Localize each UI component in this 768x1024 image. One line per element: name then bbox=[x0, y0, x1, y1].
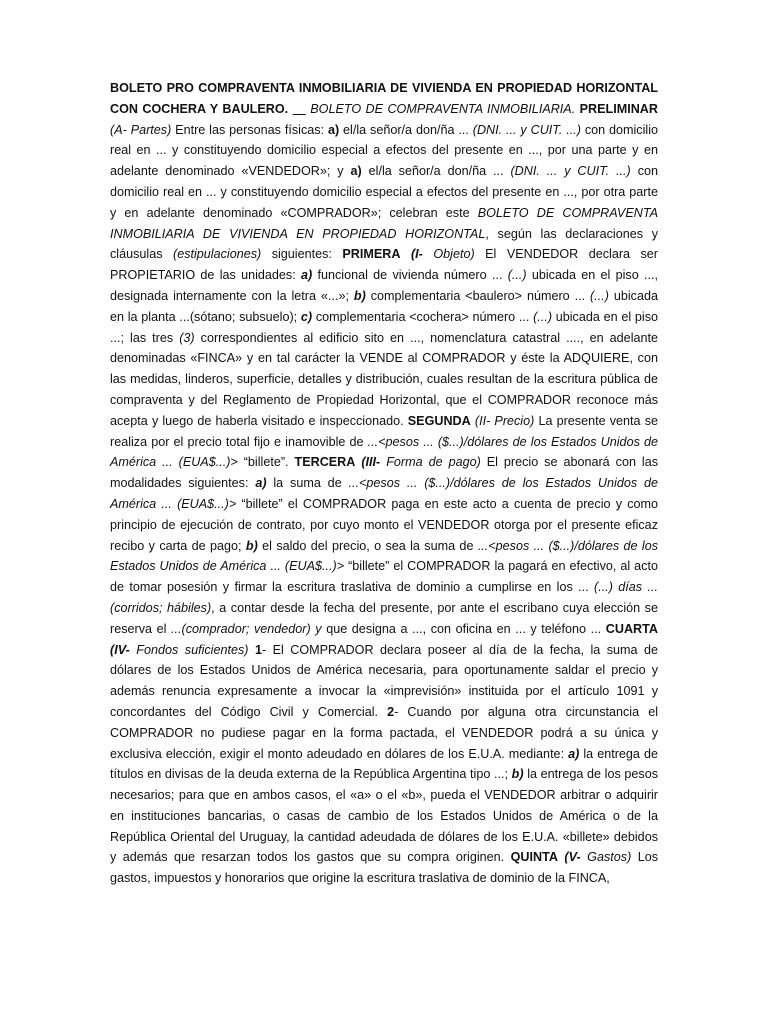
text-run: 2 bbox=[387, 704, 395, 719]
text-run bbox=[423, 247, 434, 261]
text-run: “billete” el COMPRADOR la pagará en efectivo, al acto de tomar posesión y firmar la escritura traslativa de dominio a cumplirse en los ... bbox=[110, 559, 658, 595]
text-run: , a contar desde la fecha del presente, por ante el escribano cuya elección se reserva el bbox=[110, 600, 658, 636]
text-run: TERCERA bbox=[294, 455, 356, 470]
text-run: ubicada en el piso ..., designada internamente con la letra «...»; bbox=[110, 268, 658, 303]
text-run: el saldo del precio, o sea la suma de bbox=[257, 538, 478, 553]
text-run: ...<pesos ... ($...)/dólares de los Estados Unidos de América ... (EUA$...)> bbox=[110, 538, 658, 574]
text-run bbox=[400, 247, 411, 261]
text-run: (3) bbox=[179, 330, 195, 345]
text-run: funcional de vivienda número ... bbox=[312, 268, 508, 283]
text-run: (...) bbox=[533, 309, 553, 324]
text-run: (IV- bbox=[110, 642, 130, 657]
contract-page bbox=[110, 78, 658, 889]
text-run: a) bbox=[327, 122, 340, 137]
text-run: ubicada en la planta ...(sótano; subsuelo); bbox=[110, 288, 658, 324]
text-run: con domicilio real en ... y constituyendo domicilio especial a efectos del presente en ..., por una parte y en adelante denominado «VENDEDOR»; y bbox=[110, 122, 659, 179]
text-run: (II- Precio) bbox=[474, 413, 535, 428]
text-run: (...) días ... (corridos; hábiles) bbox=[110, 580, 658, 615]
text-run: ubicada en el piso ...; las tres bbox=[110, 309, 658, 345]
text-run: - El COMPRADOR declara poseer al día de la fecha, la suma de dólares de los Estados Unidos de América necesaria, para oportunamente saldar el precio y además renuncia expresamente a invocar la «imprevisión» instituida por el artículo 1091 y concordantes del Código Civil y Comercial. bbox=[110, 642, 659, 719]
text-run: La presente venta se realiza por el precio total fijo e inamovible de bbox=[110, 413, 658, 449]
text-run: Entre las personas físicas: bbox=[171, 122, 328, 137]
text-run: “billete”. bbox=[237, 455, 295, 470]
text-run: la entrega de títulos en divisas de la deuda externa de la República Argentina tipo ...; bbox=[110, 746, 658, 782]
text-run: CUARTA bbox=[605, 621, 658, 636]
text-run: correspondientes al edificio sito en ..., nomenclatura catastral ...., en adelante denominadas «FINCA» y en tal carácter la VENDE al COMPRADOR y éste la ADQUIERE, con las medidas, linderos, superficie, detalles y distribución, cuales resultan de la escritura pública de compraventa y del Reglamento de Propiedad Horizontal, que el COMPRADOR reconoce más acepta y luego de haberla visitado e inspeccionado. bbox=[110, 330, 658, 428]
text-run: el/la señor/a don/ña ... bbox=[361, 164, 511, 179]
text-run: El VENDEDOR declara ser PROPIETARIO de las unidades: bbox=[110, 247, 658, 283]
text-run: - Cuando por alguna otra circunstancia el COMPRADOR no pudiese pagar en la forma pactada, el VENDEDOR podrá a su única y exclusiva elección, exigir el monto adeudado en dólares de los E.U.A. mediante: bbox=[110, 704, 658, 761]
text-run: SEGUNDA bbox=[407, 413, 471, 428]
text-run: QUINTA bbox=[510, 850, 558, 865]
text-run: ...<pesos ... ($...)/dólares de los Estados Unidos de América ... (EUA$...)> bbox=[110, 476, 658, 511]
text-run: BOLETO DE COMPRAVENTA INMOBILIARIA DE VIVIENDA EN PROPIEDAD HORIZONTAL bbox=[110, 205, 658, 241]
text-run: (...) bbox=[590, 288, 609, 303]
text-run: a) bbox=[300, 268, 313, 283]
text-run: PRIMERA bbox=[342, 247, 401, 262]
text-run: (...) bbox=[507, 268, 527, 283]
text-run: Objeto) bbox=[433, 247, 475, 262]
text-run bbox=[293, 102, 306, 116]
text-run: con domicilio real en ... y constituyendo domicilio especial a efectos del presente en ..., por otra parte y en adelante denominado «COMPRADOR»; celebran este bbox=[110, 164, 658, 220]
text-run: (I- bbox=[410, 247, 423, 262]
text-run: (DNI. ... y CUIT. ...) bbox=[510, 164, 631, 179]
text-run: , según las declaraciones y cláusulas bbox=[110, 226, 658, 262]
text-run: complementaria <baulero> número ... bbox=[365, 288, 591, 303]
text-run: (V- bbox=[564, 850, 581, 865]
document-title: BOLETO PRO COMPRAVENTA INMOBILIARIA DE VIVIENDA EN PROPIEDAD HORIZONTAL CON COCHERA Y BAULERO. bbox=[110, 81, 658, 116]
text-run: ...<pesos ... ($...)/dólares de los Estados Unidos de América ... (EUA$...)> bbox=[110, 434, 658, 470]
text-run: siguientes: bbox=[261, 247, 343, 262]
text-run: b) bbox=[511, 767, 524, 782]
text-run: a) bbox=[255, 476, 267, 491]
text-run: (III- bbox=[361, 455, 381, 470]
text-run: la entrega de los pesos necesarios; para que en ambos casos, el «a» o el «b», pueda el VENDEDOR arbitrar o adquirir en instituciones bancarias, o casas de cambio de los Estados Unidos de América o de la República Oriental del Uruguay, la cantidad adeudada de dólares de los E.U.A. «billete» debidos y además que resarzan todos los gastos que su compra originen. bbox=[110, 767, 658, 865]
text-run: b) bbox=[245, 538, 258, 553]
text-run: la suma de bbox=[266, 476, 349, 491]
text-run: Los gastos, impuestos y honorarios que origine la escritura traslativa de dominio de la FINCA, bbox=[110, 850, 659, 886]
text-run: el/la señor/a don/ña ... bbox=[339, 122, 473, 137]
text-run: Forma de pago) bbox=[386, 455, 481, 470]
text-run: El precio se abonará con las modalidades siguientes: bbox=[110, 455, 659, 491]
text-run: (A- Partes) bbox=[110, 122, 172, 137]
text-run: a) bbox=[350, 164, 362, 179]
text-run: (DNI. ... y CUIT. ...) bbox=[472, 122, 581, 137]
text-run: b) bbox=[353, 288, 366, 303]
text-run: que designa a ..., con oficina en ... y teléfono ... bbox=[321, 621, 606, 636]
text-run: complementaria <cochera> número ... bbox=[312, 309, 534, 324]
text-run: “billete” el COMPRADOR paga en este acto a cuenta de precio y como principio de ejecución de contrato, por cuyo monto el VENDEDOR otorga por el presente eficaz recibo y carta de pago; bbox=[110, 496, 658, 553]
text-run: 1 bbox=[254, 642, 262, 657]
text-run: (estipulaciones) bbox=[173, 247, 262, 262]
text-run: PRELIMINAR bbox=[579, 101, 659, 116]
text-run: c) bbox=[300, 309, 313, 324]
text-run: ...(comprador; vendedor) y bbox=[171, 621, 322, 636]
contract-body bbox=[110, 78, 658, 889]
text-run: a) bbox=[568, 746, 580, 761]
text-run: Fondos suficientes) bbox=[136, 642, 249, 657]
text-run: Gastos) bbox=[587, 850, 632, 865]
text-run: BOLETO DE COMPRAVENTA INMOBILIARIA. bbox=[305, 101, 576, 116]
